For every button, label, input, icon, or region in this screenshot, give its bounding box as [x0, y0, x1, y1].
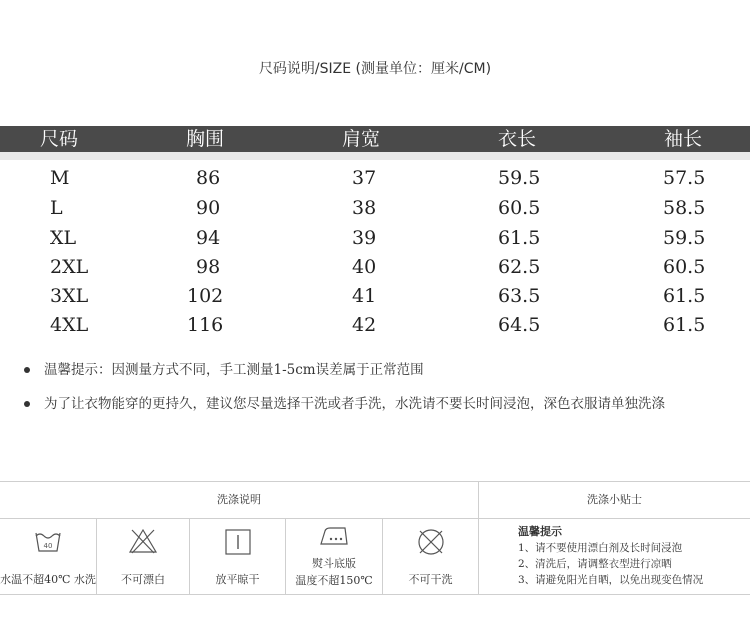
no-dry-clean-icon — [416, 527, 446, 561]
shoulder-cell: 42 — [352, 314, 377, 336]
length-cell: 63.5 — [498, 285, 541, 307]
size-cell: 4XL — [50, 314, 89, 336]
tip-line: 3、请避免阳光自晒，以免出现变色情况 — [518, 574, 704, 586]
bullet-icon — [24, 367, 30, 373]
bullet-icon — [24, 401, 30, 407]
table-row — [0, 282, 750, 311]
sleeve-cell: 59.5 — [663, 227, 706, 249]
length-cell: 64.5 — [498, 314, 541, 336]
wash-40-icon — [33, 527, 63, 559]
tip-line: 2、清洗后，请调整衣型进行凉晒 — [518, 558, 672, 570]
chest-cell: 90 — [196, 197, 221, 219]
tip-line: 1、请不要使用漂白剂及长时间浸泡 — [518, 542, 683, 554]
header-length: 衣长 — [498, 128, 537, 150]
table-row — [0, 311, 750, 340]
size-cell: XL — [50, 227, 77, 249]
length-cell: 60.5 — [498, 197, 541, 219]
header-size: 尺码 — [40, 128, 79, 150]
page-title: 尺码说明/SIZE (测量单位：厘米/CM) — [258, 61, 492, 77]
sleeve-cell: 58.5 — [663, 197, 706, 219]
care-label: 水温不超40℃ 水洗 — [0, 573, 96, 586]
table-row — [0, 224, 750, 253]
tips-title: 温馨提示 — [518, 525, 562, 538]
care-label: 熨斗底版 — [312, 557, 356, 570]
chest-cell: 102 — [187, 285, 224, 307]
length-cell: 59.5 — [498, 167, 541, 189]
svg-text:40: 40 — [43, 542, 53, 550]
chest-cell: 98 — [196, 256, 221, 278]
sleeve-cell: 57.5 — [663, 167, 706, 189]
care-item — [0, 519, 97, 594]
notes-list — [24, 360, 744, 428]
care-item — [383, 519, 479, 594]
note-text: 为了让衣物能穿的更持久，建议您尽量选择干洗或者手洗，水洗请不要长时间浸泡，深色衣服请单独洗涤 — [44, 396, 665, 412]
shoulder-cell: 40 — [352, 256, 377, 278]
no-bleach-icon — [128, 527, 158, 559]
note-text: 温馨提示：因测量方式不同，手工测量1-5cm误差属于正常范围 — [44, 362, 424, 378]
care-label: 不可漂白 — [121, 573, 165, 586]
care-item — [286, 519, 383, 594]
wash-instructions-header: 洗涤说明 — [0, 482, 479, 519]
note-item — [24, 394, 744, 428]
size-cell: M — [50, 167, 70, 189]
chest-cell: 86 — [196, 167, 221, 189]
size-table-header — [0, 126, 750, 152]
size-cell: 3XL — [50, 285, 89, 307]
care-item — [190, 519, 286, 594]
shoulder-cell: 38 — [352, 197, 377, 219]
length-cell: 61.5 — [498, 227, 541, 249]
iron-icon — [318, 525, 350, 551]
wash-tips-header: 洗涤小贴士 — [479, 482, 750, 519]
length-cell: 62.5 — [498, 256, 541, 278]
care-label: 不可干洗 — [408, 573, 453, 586]
header-sleeve: 袖长 — [664, 128, 703, 150]
note-item — [24, 360, 744, 394]
care-section — [0, 481, 750, 595]
table-row — [0, 253, 750, 282]
shoulder-cell: 41 — [352, 285, 377, 307]
table-row — [0, 194, 750, 223]
table-row — [0, 164, 750, 193]
dry-flat-icon — [223, 527, 253, 561]
care-label: 放平晾干 — [215, 573, 260, 586]
shoulder-cell: 39 — [352, 227, 377, 249]
care-label: 温度不超150℃ — [295, 574, 373, 587]
chest-cell: 94 — [196, 227, 221, 249]
sleeve-cell: 61.5 — [663, 314, 706, 336]
sleeve-cell: 61.5 — [663, 285, 706, 307]
size-cell: 2XL — [50, 256, 89, 278]
header-divider — [0, 152, 750, 160]
header-chest: 胸围 — [186, 128, 225, 150]
header-shoulder: 肩宽 — [342, 128, 381, 150]
size-cell: L — [50, 197, 63, 219]
sleeve-cell: 60.5 — [663, 256, 706, 278]
chest-cell: 116 — [187, 314, 224, 336]
shoulder-cell: 37 — [352, 167, 377, 189]
tips-box — [518, 524, 750, 588]
care-item — [97, 519, 190, 594]
